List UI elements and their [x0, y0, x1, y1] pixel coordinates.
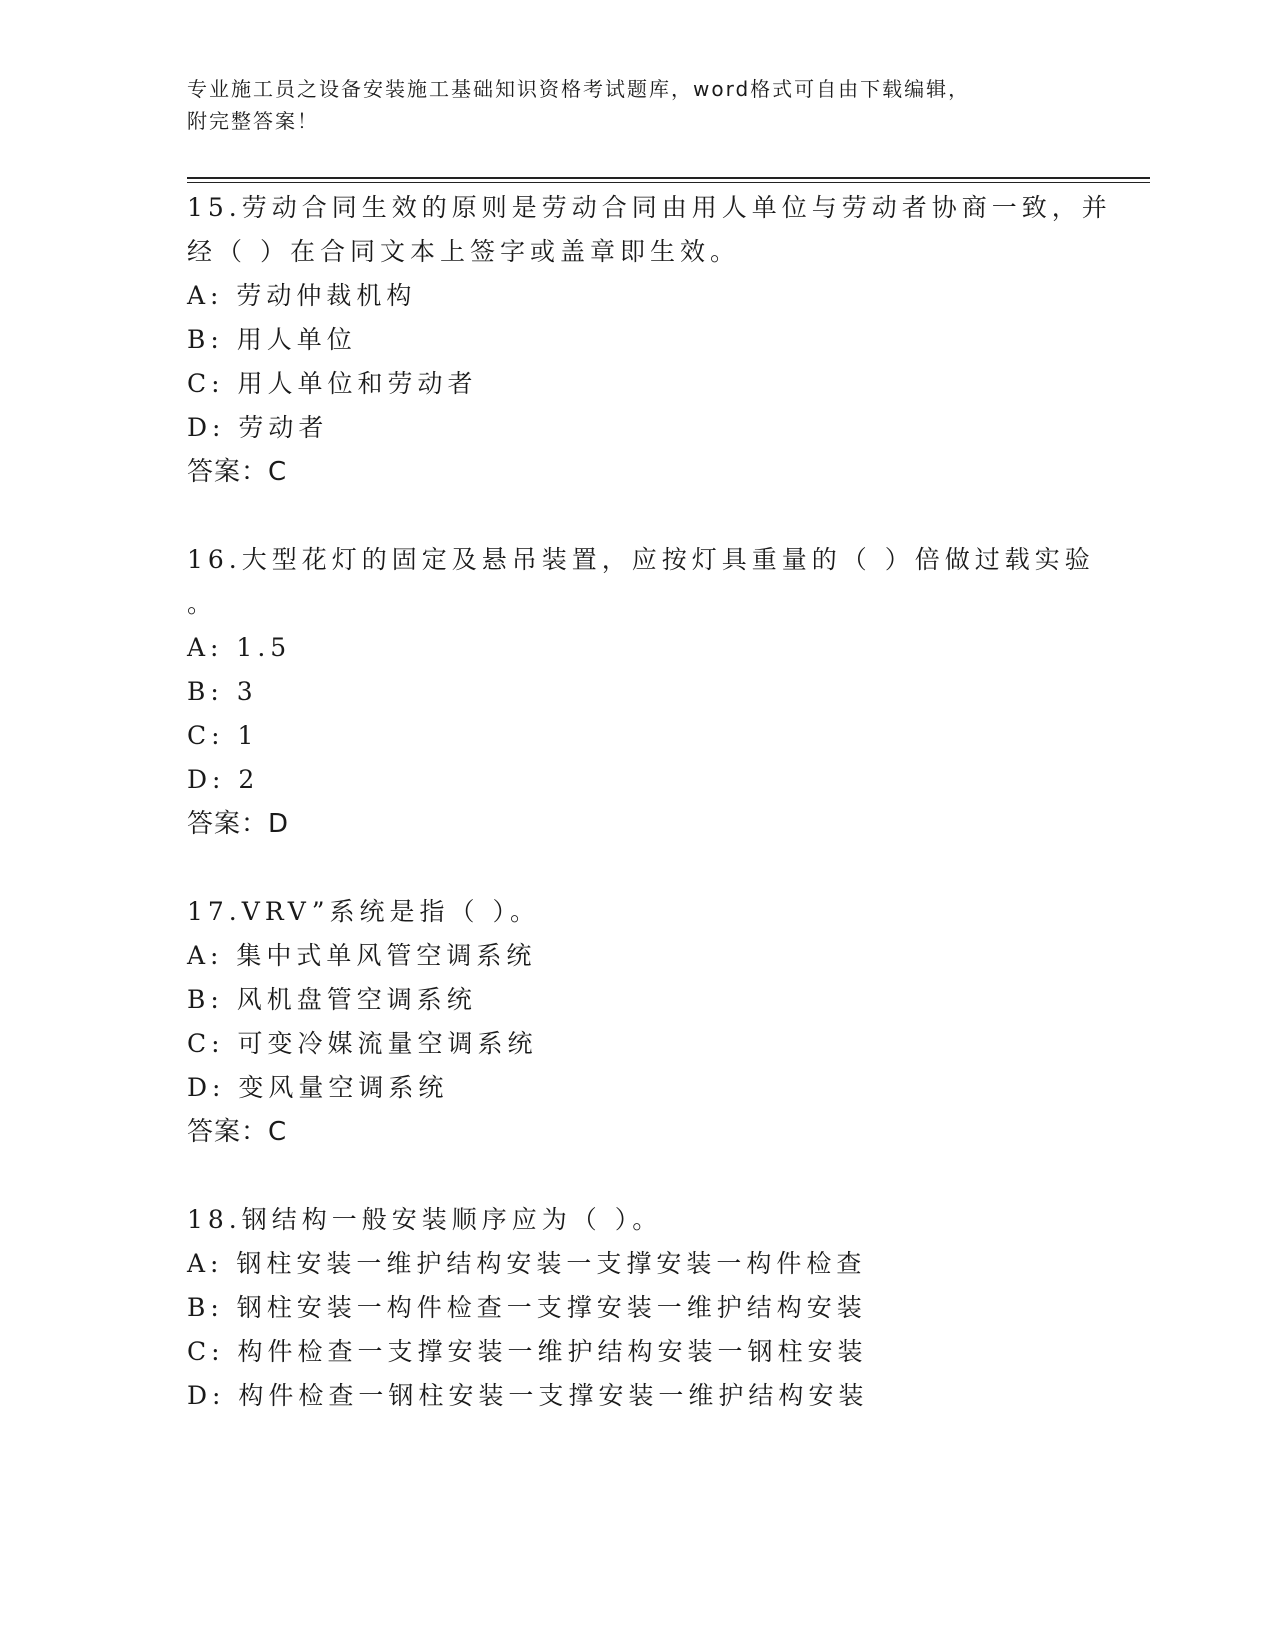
question-17-option-c: C: 可变冷媒流量空调系统	[187, 1029, 538, 1058]
question-16-option-d: D: 2	[187, 765, 260, 794]
question-15-option-a: A: 劳动仲裁机构	[187, 281, 417, 310]
header-divider-thin	[187, 182, 1150, 183]
question-16-option-c: C: 1	[187, 721, 259, 750]
question-18-option-c: C: 构件检查一支撑安装一维护结构安装一钢柱安装	[187, 1337, 868, 1366]
question-16-option-b: B: 3	[187, 677, 258, 706]
question-15-option-d: D: 劳动者	[187, 413, 329, 442]
question-15-option-b: B: 用人单位	[187, 325, 357, 354]
question-18-stem-line-1: 18.钢结构一般安装顺序应为（ ）。	[187, 1205, 663, 1234]
header-line-2: 附完整答案！	[187, 109, 319, 133]
question-16-stem-line-2: 。	[187, 589, 218, 618]
question-17-option-a: A: 集中式单风管空调系统	[187, 941, 537, 970]
question-15-stem-line-2: 经（ ）在合同文本上签字或盖章即生效。	[187, 237, 740, 266]
question-17-answer: 答案：C	[187, 1117, 288, 1147]
document-header	[187, 73, 1087, 137]
question-15-answer: 答案：C	[187, 457, 288, 487]
question-17-option-d: D: 变风量空调系统	[187, 1073, 449, 1102]
header-line-1: 专业施工员之设备安装施工基础知识资格考试题库，word格式可自由下载编辑，	[187, 77, 971, 101]
question-18-option-d: D: 构件检查一钢柱安装一支撑安装一维护结构安装	[187, 1381, 869, 1410]
question-17-stem-line-1: 17.VRV”系统是指（ ）。	[187, 897, 540, 926]
question-17-option-b: B: 风机盘管空调系统	[187, 985, 477, 1014]
header-divider-thick	[187, 177, 1150, 179]
question-16-stem-line-1: 16.大型花灯的固定及悬吊装置，应按灯具重量的（ ）倍做过载实验	[187, 545, 1095, 574]
question-15-stem-line-1: 15.劳动合同生效的原则是劳动合同由用人单位与劳动者协商一致，并	[187, 193, 1112, 222]
question-18-option-b: B: 钢柱安装一构件检查一支撑安装一维护结构安装	[187, 1293, 867, 1322]
question-15-option-c: C: 用人单位和劳动者	[187, 369, 478, 398]
question-16-option-a: A: 1.5	[187, 633, 292, 662]
question-16-answer: 答案：D	[187, 809, 290, 839]
question-18-option-a: A: 钢柱安装一维护结构安装一支撑安装一构件检查	[187, 1249, 867, 1278]
